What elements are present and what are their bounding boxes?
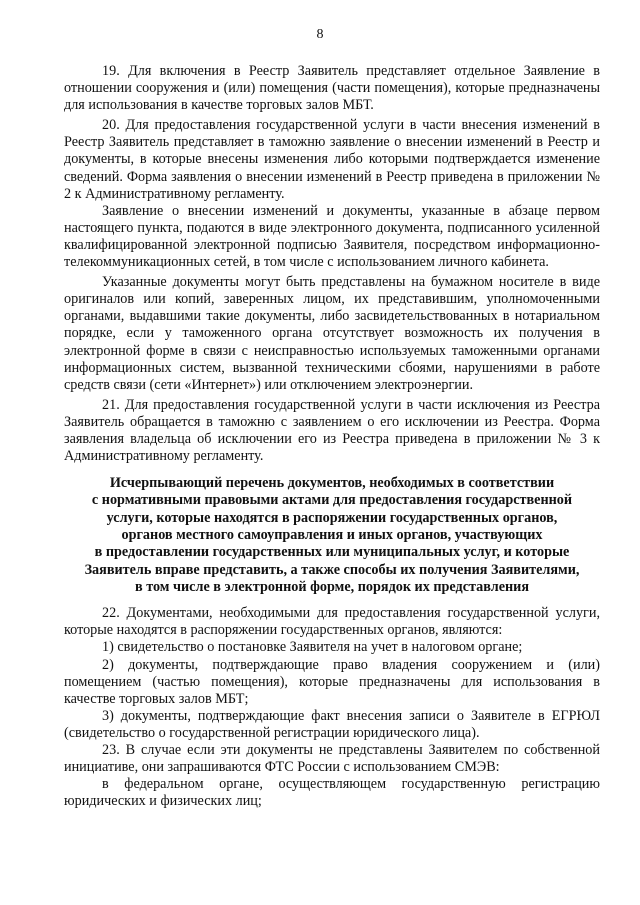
paragraph-23-federal-organ: в федеральном органе, осуществляющем государственную регистрацию юридических и физических лиц; [64, 776, 600, 810]
heading-line: Заявитель вправе представить, а также способы их получения Заявителями, [84, 561, 580, 578]
paragraph-20-electronic: Заявление о внесении изменений и документы, указанные в абзаце первом настоящего пункта, подаются в виде электронного документа, подписанного усиленной квалифицированной электронной подписью Заявителя, посредством информационно-телекоммуникационных сетей, в том числе с использованием личного кабинета. [64, 202, 600, 271]
document-body [64, 63, 600, 810]
heading-line: услуги, которые находятся в распоряжении государственных органов, [106, 509, 558, 526]
paragraph-20-paper: Указанные документы могут быть представлены на бумажном носителе в виде оригиналов или копий, заверенных лицом, их представившим, уполномоченными органами, выдавшими такие документы, либо засвидетельствованных в нотариальном порядке, если у таможенного органа отсутствует возможность их получения в электронной форме в связи с неисправностью используемых таможенными органами информационных систем, вызванной техническими сбоями, нарушениями в работе средств связи (сети «Интернет») или отключением электроэнергии. [64, 274, 600, 393]
page-number: 8 [316, 27, 324, 42]
paragraph-20: 20. Для предоставления государственной услуги в части внесения изменений в Реестр Заявитель представляет в таможню заявление о внесении изменений в Реестр и документы, в которые внесены изменения либо которыми подтверждается изменение сведений. Форма заявления о внесении изменений в Реестр приведена в приложении № 2 к Административному регламенту. [64, 117, 600, 202]
list-item-3: 3) документы, подтверждающие факт внесения записи о Заявителе в ЕГРЮЛ (свидетельство о государственной регистрации юридического лица). [64, 707, 600, 741]
heading-line: в том числе в электронной форме, порядок их представления [134, 578, 530, 595]
paragraph-22: 22. Документами, необходимыми для предоставления государственной услуги, которые находятся в распоряжении государственных органов, являются: [64, 605, 600, 639]
list-item-1: 1) свидетельство о постановке Заявителя на учет в налоговом органе; [102, 639, 523, 656]
list-item-2: 2) документы, подтверждающие право владения сооружением и (или) помещением (частью помещения), которые предназначены для использования в качестве торговых залов МБТ; [64, 656, 600, 707]
heading-line: в предоставлении государственных или муниципальных услуг, и которые [94, 544, 570, 561]
paragraph-21: 21. Для предоставления государственной услуги в части исключения из Реестра Заявитель обращается в таможню с заявлением о его исключении из Реестра. Форма заявления владельца об исключении его из Реестра приведена в приложении № 3 к Административному регламенту. [64, 396, 600, 465]
paragraph-23: 23. В случае если эти документы не представлены Заявителем по собственной инициативе, они запрашиваются ФТС России с использованием СМЭВ: [64, 741, 600, 776]
heading-line: Исчерпывающий перечень документов, необходимых в соответствии [109, 475, 555, 492]
heading-line: с нормативными правовыми актами для предоставления государственной [91, 492, 573, 509]
heading-line: органов местного самоуправления и иных органов, участвующих [121, 527, 543, 544]
paragraph-19: 19. Для включения в Реестр Заявитель представляет отдельное Заявление в отношении сооружения и (или) помещения (части помещения), которые предназначены для использования в качестве торговых залов МБТ. [64, 63, 600, 114]
section-heading [64, 475, 600, 596]
